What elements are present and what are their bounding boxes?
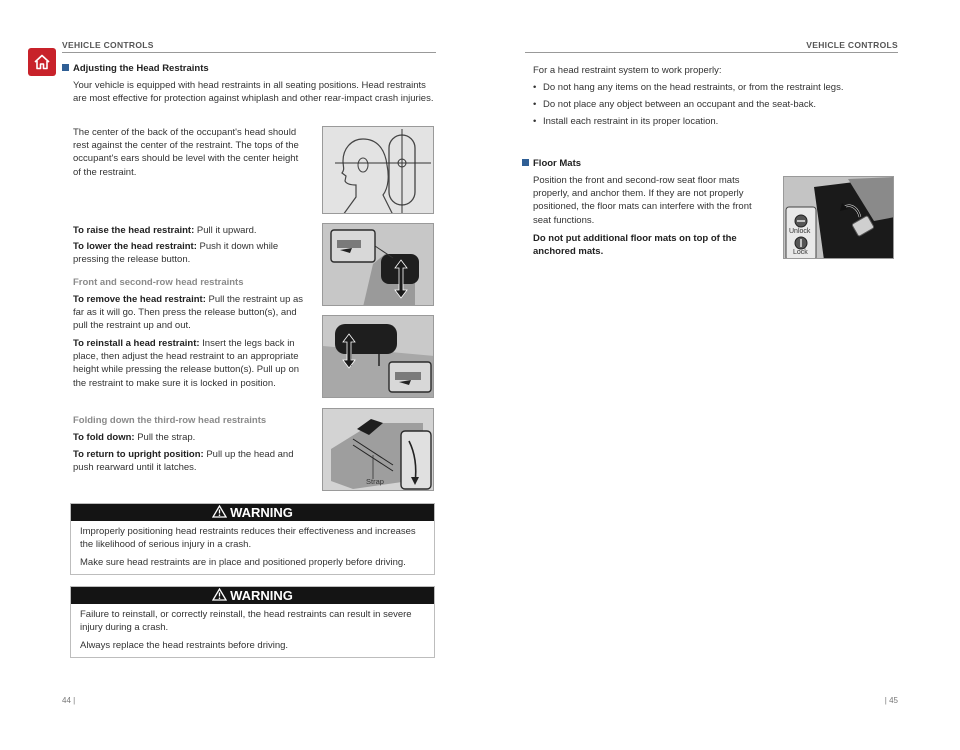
bullet-item-2: • Do not place any object between an occupant and the seat-back. <box>533 99 817 110</box>
bullet-item-3: • Install each restraint in its proper location. <box>533 116 719 127</box>
section-title-floor-mats: Floor Mats <box>522 158 581 169</box>
head-position-figure <box>322 126 434 214</box>
section-title-head-restraints: Adjusting the Head Restraints <box>62 63 209 74</box>
right-page-header: VEHICLE CONTROLS <box>806 40 898 50</box>
warning-triangle-icon <box>212 505 227 518</box>
warning-box-2 <box>70 586 435 658</box>
right-intro: For a head restraint system to work properly: <box>533 65 722 76</box>
home-button[interactable] <box>28 48 56 76</box>
right-page-number: | 45 <box>884 696 898 705</box>
floor-mat-anchor-figure <box>783 176 894 259</box>
lock-label: Lock <box>793 249 808 256</box>
warning-box-1 <box>70 503 435 575</box>
warning-1-text-2: Make sure head restraints are in place and positioned properly before driving. <box>80 557 406 568</box>
unlock-label: Unlock <box>789 228 811 235</box>
remove-restraint-figure <box>322 315 434 398</box>
floor-mats-warning-text: Do not put additional floor mats on top of the anchored mats. <box>533 233 737 258</box>
warning-header-1: WARNING <box>71 504 434 521</box>
right-header-rule <box>525 52 898 53</box>
warning-2-text-1: Failure to reinstall, or correctly reinstall, the head restraints can result in severe injury during a crash. <box>80 609 412 633</box>
floor-mats-paragraph: Position the front and second-row seat floor mats properly, and anchor them. If they are not properly positioned, the floor mats can interfere with the front seat functions. <box>533 175 752 226</box>
raise-paragraph: To raise the head restraint: Pull it upward. <box>73 225 257 236</box>
bullet-item-1: • Do not hang any items on the head restraints, or from the restraint legs. <box>533 82 844 93</box>
warning-triangle-icon <box>212 588 227 601</box>
fold-third-row-figure <box>322 408 434 491</box>
left-page-number: 44 | <box>62 696 76 705</box>
strap-label: Strap <box>366 477 384 486</box>
left-page-header: VEHICLE CONTROLS <box>62 40 154 50</box>
upright-paragraph: To return to upright position: Pull up the head and push rearward until it latches. <box>73 449 294 474</box>
warning-1-text-1: Improperly positioning head restraints reduces their effectiveness and increases the likelihood of serious injury in a crash. <box>80 526 416 550</box>
center-paragraph: The center of the back of the occupant's head should rest against the center of the restraint. The tops of the occupant's ears should be level with the center height of the restraint. <box>73 127 299 178</box>
section-marker-icon <box>62 64 69 71</box>
subhead-front-second-row: Front and second-row head restraints <box>73 277 244 288</box>
warning-header-2: WARNING <box>71 587 434 604</box>
left-header-rule <box>62 52 436 53</box>
raise-lower-figure <box>322 223 434 306</box>
remove-paragraph: To remove the head restraint: Pull the restraint up as far as it will go. Then press the release button(s), and pull the restraint up and out. <box>73 294 304 332</box>
warning-2-text-2: Always replace the head restraints before driving. <box>80 640 289 651</box>
subhead-third-row: Folding down the third-row head restraints <box>73 415 267 426</box>
lower-paragraph: To lower the head restraint: Push it down while pressing the release button. <box>73 241 279 266</box>
section-marker-icon <box>522 159 529 166</box>
intro-paragraph: Your vehicle is equipped with head restraints in all seating positions. Head restraints are most effective for protection against whiplash and other rear-impact crash injuries. <box>73 80 434 105</box>
reinstall-paragraph: To reinstall a head restraint: Insert the legs back in place, then adjust the head restraint to an appropriate height while pressing the release button(s). Pull up on the restraint to make sure it is locked in position. <box>73 338 300 389</box>
home-icon <box>33 53 51 71</box>
fold-paragraph: To fold down: Pull the strap. <box>73 432 196 443</box>
